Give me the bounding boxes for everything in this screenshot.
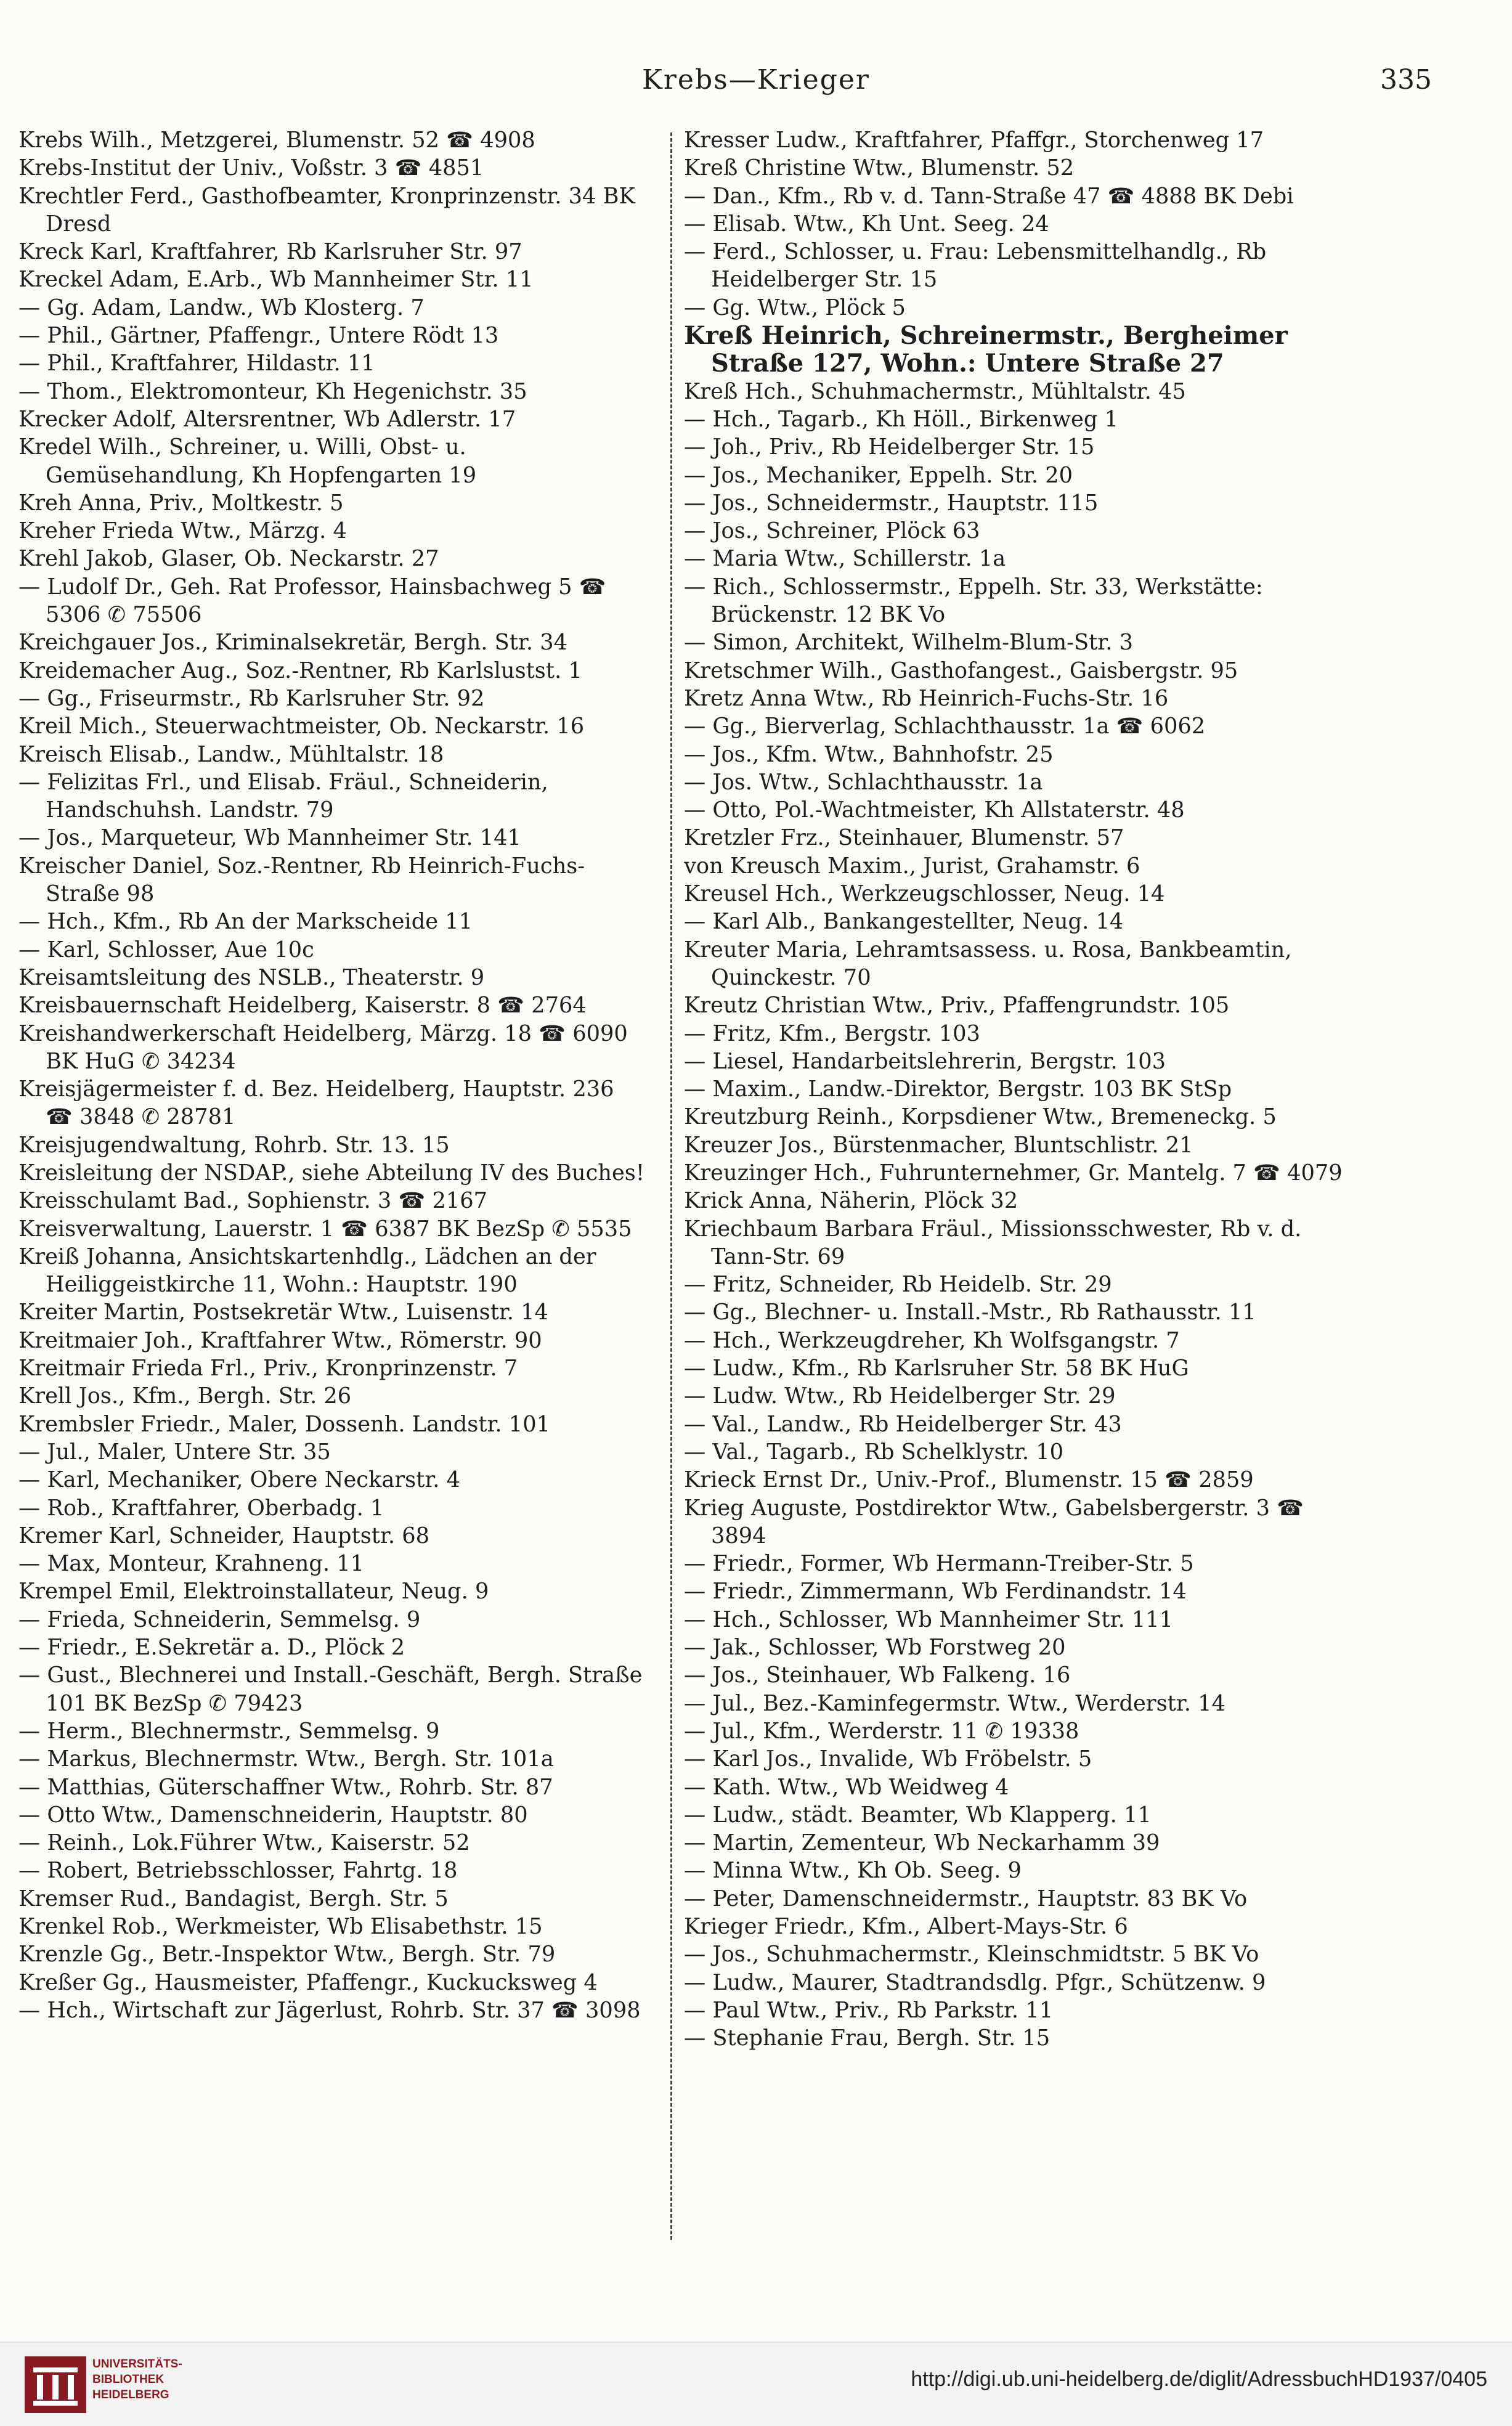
directory-entry: — Gg., Blechner- u. Install.-Mstr., Rb Rathausstr. 11 bbox=[684, 1300, 1256, 1325]
directory-entry: — Karl, Mechaniker, Obere Neckarstr. 4 bbox=[18, 1467, 461, 1493]
directory-entry: Kreitmaier Joh., Kraftfahrer Wtw., Römerstr. 90 bbox=[18, 1327, 542, 1353]
directory-entry: Kreßer Gg., Hausmeister, Pfaffengr., Kuckucksweg 4 bbox=[18, 1969, 598, 1995]
directory-entry: — Thom., Elektromonteur, Kh Hegenichstr. 35 bbox=[18, 378, 527, 404]
directory-entry: — Paul Wtw., Priv., Rb Parkstr. 11 bbox=[684, 1997, 1054, 2023]
directory-entry: — Karl Alb., Bankangestellter, Neug. 14 bbox=[684, 909, 1124, 935]
directory-entry: — Jos., Schreiner, Plöck 63 bbox=[684, 518, 980, 544]
directory-entry: Kreuter Maria, Lehramtsassess. u. Rosa, Bankbeamtin, Quinckestr. 70 bbox=[684, 937, 1292, 990]
directory-entry: — Gg., Bierverlag, Schlachthausstr. 1a ☎ 6062 bbox=[684, 714, 1206, 739]
library-name-line: UNIVERSITÄTS- bbox=[92, 2358, 182, 2371]
directory-entry: — Felizitas Frl., und Elisab. Fräul., Schneiderin, Handschuhsh. Landstr. 79 bbox=[18, 769, 548, 823]
directory-entry: — Gg., Friseurmstr., Rb Karlsruher Str. 92 bbox=[18, 685, 485, 711]
directory-entry: — Jos., Steinhauer, Wb Falkeng. 16 bbox=[684, 1663, 1071, 1688]
directory-entry: Kretz Anna Wtw., Rb Heinrich-Fuchs-Str. 16 bbox=[684, 685, 1169, 711]
directory-entry: — Gg. Adam, Landw., Wb Klosterg. 7 bbox=[18, 295, 425, 320]
library-name-line: HEIDELBERG bbox=[92, 2388, 169, 2401]
directory-entry: Krieg Auguste, Postdirektor Wtw., Gabelsbergerstr. 3 ☎ 3894 bbox=[684, 1495, 1304, 1549]
directory-entry: Kreisch Elisab., Landw., Mühltalstr. 18 bbox=[18, 741, 444, 767]
directory-entry: — Hch., Werkzeugdreher, Kh Wolfsgangstr. 7 bbox=[684, 1327, 1180, 1353]
directory-entry: Kreuzinger Hch., Fuhrunternehmer, Gr. Mantelg. 7 ☎ 4079 bbox=[684, 1160, 1343, 1186]
directory-entry: — Friedr., Former, Wb Hermann-Treiber-Str. 5 bbox=[684, 1551, 1194, 1577]
directory-entry: — Friedr., E.Sekretär a. D., Plöck 2 bbox=[18, 1635, 405, 1661]
column-divider bbox=[670, 132, 674, 2240]
directory-entry: Kretzler Frz., Steinhauer, Blumenstr. 57 bbox=[684, 825, 1124, 851]
directory-entry: — Frieda, Schneiderin, Semmelsg. 9 bbox=[18, 1606, 421, 1632]
directory-entry: — Hch., Wirtschaft zur Jägerlust, Rohrb. Str. 37 ☎ 3098 bbox=[18, 1997, 641, 2023]
directory-entry: Kreisbauernschaft Heidelberg, Kaiserstr. 8 ☎ 2764 bbox=[18, 993, 587, 1019]
directory-entry: Krembsler Friedr., Maler, Dossenh. Landstr. 101 bbox=[18, 1411, 550, 1437]
directory-entry: — Markus, Blechnermstr. Wtw., Bergh. Str. 101a bbox=[18, 1746, 554, 1772]
directory-entry: Krick Anna, Näherin, Plöck 32 bbox=[684, 1188, 1018, 1214]
directory-entry: von Kreusch Maxim., Jurist, Grahamstr. 6 bbox=[684, 853, 1140, 879]
directory-entry: Kremer Karl, Schneider, Hauptstr. 68 bbox=[18, 1523, 430, 1549]
left-column bbox=[18, 126, 647, 2258]
directory-entry: Kreckel Adam, E.Arb., Wb Mannheimer Str. 11 bbox=[18, 267, 534, 293]
directory-entry: Kreisverwaltung, Lauerstr. 1 ☎ 6387 BK BezSp ✆ 5535 bbox=[18, 1216, 632, 1242]
directory-entry: — Matthias, Güterschaffner Wtw., Rohrb. Str. 87 bbox=[18, 1774, 553, 1800]
directory-entry: Kriechbaum Barbara Fräul., Missionsschwester, Rb v. d. Tann-Str. 69 bbox=[684, 1216, 1302, 1269]
directory-entry: — Maxim., Landw.-Direktor, Bergstr. 103 BK StSp bbox=[684, 1077, 1232, 1102]
directory-entry: — Martin, Zementeur, Wb Neckarhamm 39 bbox=[684, 1830, 1160, 1856]
directory-entry: Krieck Ernst Dr., Univ.-Prof., Blumenstr. 15 ☎ 2859 bbox=[684, 1467, 1254, 1493]
directory-entry: — Val., Tagarb., Rb Schelklystr. 10 bbox=[684, 1439, 1063, 1465]
directory-entry: Kreß Christine Wtw., Blumenstr. 52 bbox=[684, 155, 1075, 181]
directory-entry: — Jos., Schneidermstr., Hauptstr. 115 bbox=[684, 490, 1099, 516]
page-number: 335 bbox=[1380, 64, 1432, 96]
directory-entry: — Karl Jos., Invalide, Wb Fröbelstr. 5 bbox=[684, 1746, 1092, 1772]
directory-entry: Kreisamtsleitung des NSLB., Theaterstr. 9 bbox=[18, 964, 485, 990]
directory-entry: Kreisjägermeister f. d. Bez. Heidelberg, Hauptstr. 236 ☎ 3848 ✆ 28781 bbox=[18, 1077, 614, 1130]
directory-entry: — Dan., Kfm., Rb v. d. Tann-Straße 47 ☎ 4888 BK Debi bbox=[684, 183, 1294, 209]
right-column bbox=[684, 126, 1356, 2258]
directory-entry: Kreh Anna, Priv., Moltkestr. 5 bbox=[18, 490, 344, 516]
directory-entry: — Jos., Kfm. Wtw., Bahnhofstr. 25 bbox=[684, 741, 1054, 767]
directory-entry: — Ludw., städt. Beamter, Wb Klapperg. 11 bbox=[684, 1802, 1152, 1828]
directory-entry: — Peter, Damenschneidermstr., Hauptstr. 83 BK Vo bbox=[684, 1886, 1248, 1911]
directory-entry: — Hch., Tagarb., Kh Höll., Birkenweg 1 bbox=[684, 406, 1118, 432]
directory-entry: Krebs Wilh., Metzgerei, Blumenstr. 52 ☎ 4908 bbox=[18, 128, 535, 153]
directory-entry: Kreil Mich., Steuerwachtmeister, Ob. Neckarstr. 16 bbox=[18, 714, 585, 739]
directory-entry: Krenzle Gg., Betr.-Inspektor Wtw., Bergh. Str. 79 bbox=[18, 1942, 556, 1968]
directory-entry: Kresser Ludw., Kraftfahrer, Pfaffgr., Storchenweg 17 bbox=[684, 128, 1264, 153]
directory-entry: Kreß Hch., Schuhmachermstr., Mühltalstr. 45 bbox=[684, 378, 1186, 404]
directory-entry: Kreusel Hch., Werkzeugschlosser, Neug. 14 bbox=[684, 881, 1165, 907]
directory-entry: Krebs-Institut der Univ., Voßstr. 3 ☎ 4851 bbox=[18, 155, 484, 181]
directory-entry: Krecker Adolf, Altersrentner, Wb Adlerstr. 17 bbox=[18, 406, 516, 432]
directory-entry: Krehl Jakob, Glaser, Ob. Neckarstr. 27 bbox=[18, 546, 439, 572]
directory-entry: — Jul., Bez.-Kaminfegermstr. Wtw., Werderstr. 14 bbox=[684, 1690, 1225, 1716]
library-logo-icon bbox=[25, 2356, 86, 2413]
directory-entry: — Phil., Gärtner, Pfaffengr., Untere Rödt 13 bbox=[18, 323, 499, 349]
directory-entry: — Reinh., Lok.Führer Wtw., Kaiserstr. 52 bbox=[18, 1830, 470, 1856]
directory-entry: Kreutz Christian Wtw., Priv., Pfaffengrundstr. 105 bbox=[684, 993, 1230, 1019]
directory-entry: — Robert, Betriebsschlosser, Fahrtg. 18 bbox=[18, 1858, 458, 1884]
directory-entry: — Jos., Marqueteur, Wb Mannheimer Str. 141 bbox=[18, 825, 521, 851]
directory-entry: — Jos., Schuhmachermstr., Kleinschmidtstr. 5 BK Vo bbox=[684, 1942, 1259, 1968]
directory-entry: Krechtler Ferd., Gasthofbeamter, Kronprinzenstr. 34 BK Dresd bbox=[18, 183, 635, 237]
directory-entry: Kreisjugendwaltung, Rohrb. Str. 13. 15 bbox=[18, 1132, 450, 1158]
directory-entry: — Jul., Maler, Untere Str. 35 bbox=[18, 1439, 331, 1465]
directory-entry: Kreitmair Frieda Frl., Priv., Kronprinzenstr. 7 bbox=[18, 1356, 518, 1382]
directory-entry: — Joh., Priv., Rb Heidelberger Str. 15 bbox=[684, 434, 1095, 460]
directory-entry: — Ludolf Dr., Geh. Rat Professor, Hainsbachweg 5 ☎ 5306 ✆ 75506 bbox=[18, 574, 606, 628]
source-url-link[interactable]: http://digi.ub.uni-heidelberg.de/diglit/AdressbuchHD1937/0405 bbox=[911, 2367, 1487, 2391]
directory-entry: — Friedr., Zimmermann, Wb Ferdinandstr. 14 bbox=[684, 1579, 1187, 1605]
directory-entry: — Gg. Wtw., Plöck 5 bbox=[684, 295, 906, 320]
directory-entry: Kreiß Johanna, Ansichtskartenhdlg., Lädchen an der Heiliggeistkirche 11, Wohn.: Hauptstr. 190 bbox=[18, 1244, 596, 1298]
directory-entry: — Gust., Blechnerei und Install.-Geschäft, Bergh. Straße 101 BK BezSp ✆ 79423 bbox=[18, 1663, 643, 1716]
directory-entry: — Liesel, Handarbeitslehrerin, Bergstr. 103 bbox=[684, 1048, 1166, 1074]
directory-entry: — Elisab. Wtw., Kh Unt. Seeg. 24 bbox=[684, 211, 1049, 237]
viewer-footer bbox=[0, 2342, 1512, 2426]
directory-entry: — Phil., Kraftfahrer, Hildastr. 11 bbox=[18, 351, 375, 377]
directory-entry: Kreutzburg Reinh., Korpsdiener Wtw., Bremeneckg. 5 bbox=[684, 1104, 1277, 1130]
directory-entry: — Maria Wtw., Schillerstr. 1a bbox=[684, 546, 1006, 572]
directory-entry: Kreischer Daniel, Soz.-Rentner, Rb Heinrich-Fuchs-Straße 98 bbox=[18, 853, 585, 907]
directory-entry: — Stephanie Frau, Bergh. Str. 15 bbox=[684, 2025, 1051, 2051]
directory-entry: — Karl, Schlosser, Aue 10c bbox=[18, 937, 314, 963]
directory-entry: — Ferd., Schlosser, u. Frau: Lebensmittelhandlg., Rb Heidelberger Str. 15 bbox=[684, 239, 1267, 293]
directory-entry: Kretschmer Wilh., Gasthofangest., Gaisbergstr. 95 bbox=[684, 657, 1238, 683]
directory-entry: — Fritz, Kfm., Bergstr. 103 bbox=[684, 1020, 980, 1046]
directory-entry: — Jul., Kfm., Werderstr. 11 ✆ 19338 bbox=[684, 1718, 1079, 1744]
directory-entry: Kreisleitung der NSDAP., siehe Abteilung IV des Buches! bbox=[18, 1160, 644, 1186]
directory-entry: — Ludw., Kfm., Rb Karlsruher Str. 58 BK HuG bbox=[684, 1356, 1189, 1382]
page-header bbox=[37, 59, 1475, 102]
running-head: Krebs—Krieger bbox=[642, 64, 870, 96]
directory-entry: — Ludw. Wtw., Rb Heidelberger Str. 29 bbox=[684, 1383, 1116, 1409]
directory-entry: — Simon, Architekt, Wilhelm-Blum-Str. 3 bbox=[684, 630, 1134, 656]
library-name bbox=[92, 2356, 182, 2403]
directory-entry: — Otto, Pol.-Wachtmeister, Kh Allstaterstr. 48 bbox=[684, 797, 1185, 823]
directory-entry: — Fritz, Schneider, Rb Heidelb. Str. 29 bbox=[684, 1272, 1112, 1298]
directory-entry: — Hch., Kfm., Rb An der Markscheide 11 bbox=[18, 909, 473, 935]
directory-entry: Kreuzer Jos., Bürstenmacher, Bluntschlistr. 21 bbox=[684, 1132, 1193, 1158]
directory-entry: — Kath. Wtw., Wb Weidweg 4 bbox=[684, 1774, 1009, 1800]
library-name-line: BIBLIOTHEK bbox=[92, 2373, 165, 2386]
directory-entry: — Herm., Blechnermstr., Semmelsg. 9 bbox=[18, 1718, 440, 1744]
directory-entry: Kredel Wilh., Schreiner, u. Willi, Obst- u. Gemüsehandlung, Kh Hopfengarten 19 bbox=[18, 434, 477, 488]
directory-entry: Kreiter Martin, Postsekretär Wtw., Luisenstr. 14 bbox=[18, 1300, 548, 1325]
directory-entry: Kreisschulamt Bad., Sophienstr. 3 ☎ 2167 bbox=[18, 1188, 488, 1214]
directory-entry: Kremser Rud., Bandagist, Bergh. Str. 5 bbox=[18, 1886, 449, 1911]
directory-entry: — Rob., Kraftfahrer, Oberbadg. 1 bbox=[18, 1495, 384, 1521]
directory-entry: — Otto Wtw., Damenschneiderin, Hauptstr. 80 bbox=[18, 1802, 528, 1828]
directory-entry: Kreichgauer Jos., Kriminalsekretär, Bergh. Str. 34 bbox=[18, 630, 568, 656]
directory-entry: — Jak., Schlosser, Wb Forstweg 20 bbox=[684, 1635, 1066, 1661]
directory-entry: Krieger Friedr., Kfm., Albert-Mays-Str. 6 bbox=[684, 1914, 1128, 1939]
directory-entry: — Val., Landw., Rb Heidelberger Str. 43 bbox=[684, 1411, 1122, 1437]
directory-entry: Krenkel Rob., Werkmeister, Wb Elisabethstr. 15 bbox=[18, 1914, 543, 1939]
directory-entry: Krell Jos., Kfm., Bergh. Str. 26 bbox=[18, 1383, 352, 1409]
directory-entry: — Max, Monteur, Krahneng. 11 bbox=[18, 1551, 364, 1577]
directory-entry: — Hch., Schlosser, Wb Mannheimer Str. 111 bbox=[684, 1606, 1174, 1632]
directory-entry: — Jos. Wtw., Schlachthausstr. 1a bbox=[684, 769, 1043, 795]
directory-entry: Krempel Emil, Elektroinstallateur, Neug. 9 bbox=[18, 1579, 489, 1605]
directory-entry: — Minna Wtw., Kh Ob. Seeg. 9 bbox=[684, 1858, 1022, 1884]
directory-entry: Kreidemacher Aug., Soz.-Rentner, Rb Karlslustst. 1 bbox=[18, 657, 582, 683]
directory-entry: Kreishandwerkerschaft Heidelberg, Märzg. 18 ☎ 6090 BK HuG ✆ 34234 bbox=[18, 1020, 628, 1074]
directory-entry: Kreß Heinrich, Schreinermstr., Bergheimer Straße 127, Wohn.: Untere Straße 27 bbox=[684, 321, 1288, 378]
directory-entry: Kreck Karl, Kraftfahrer, Rb Karlsruher Str. 97 bbox=[18, 239, 522, 265]
directory-entry: Kreher Frieda Wtw., Märzg. 4 bbox=[18, 518, 347, 544]
directory-entry: — Jos., Mechaniker, Eppelh. Str. 20 bbox=[684, 462, 1073, 488]
directory-entry: — Rich., Schlossermstr., Eppelh. Str. 33, Werkstätte: Brückenstr. 12 BK Vo bbox=[684, 574, 1263, 628]
directory-entry: — Ludw., Maurer, Stadtrandsdlg. Pfgr., Schützenw. 9 bbox=[684, 1969, 1266, 1995]
